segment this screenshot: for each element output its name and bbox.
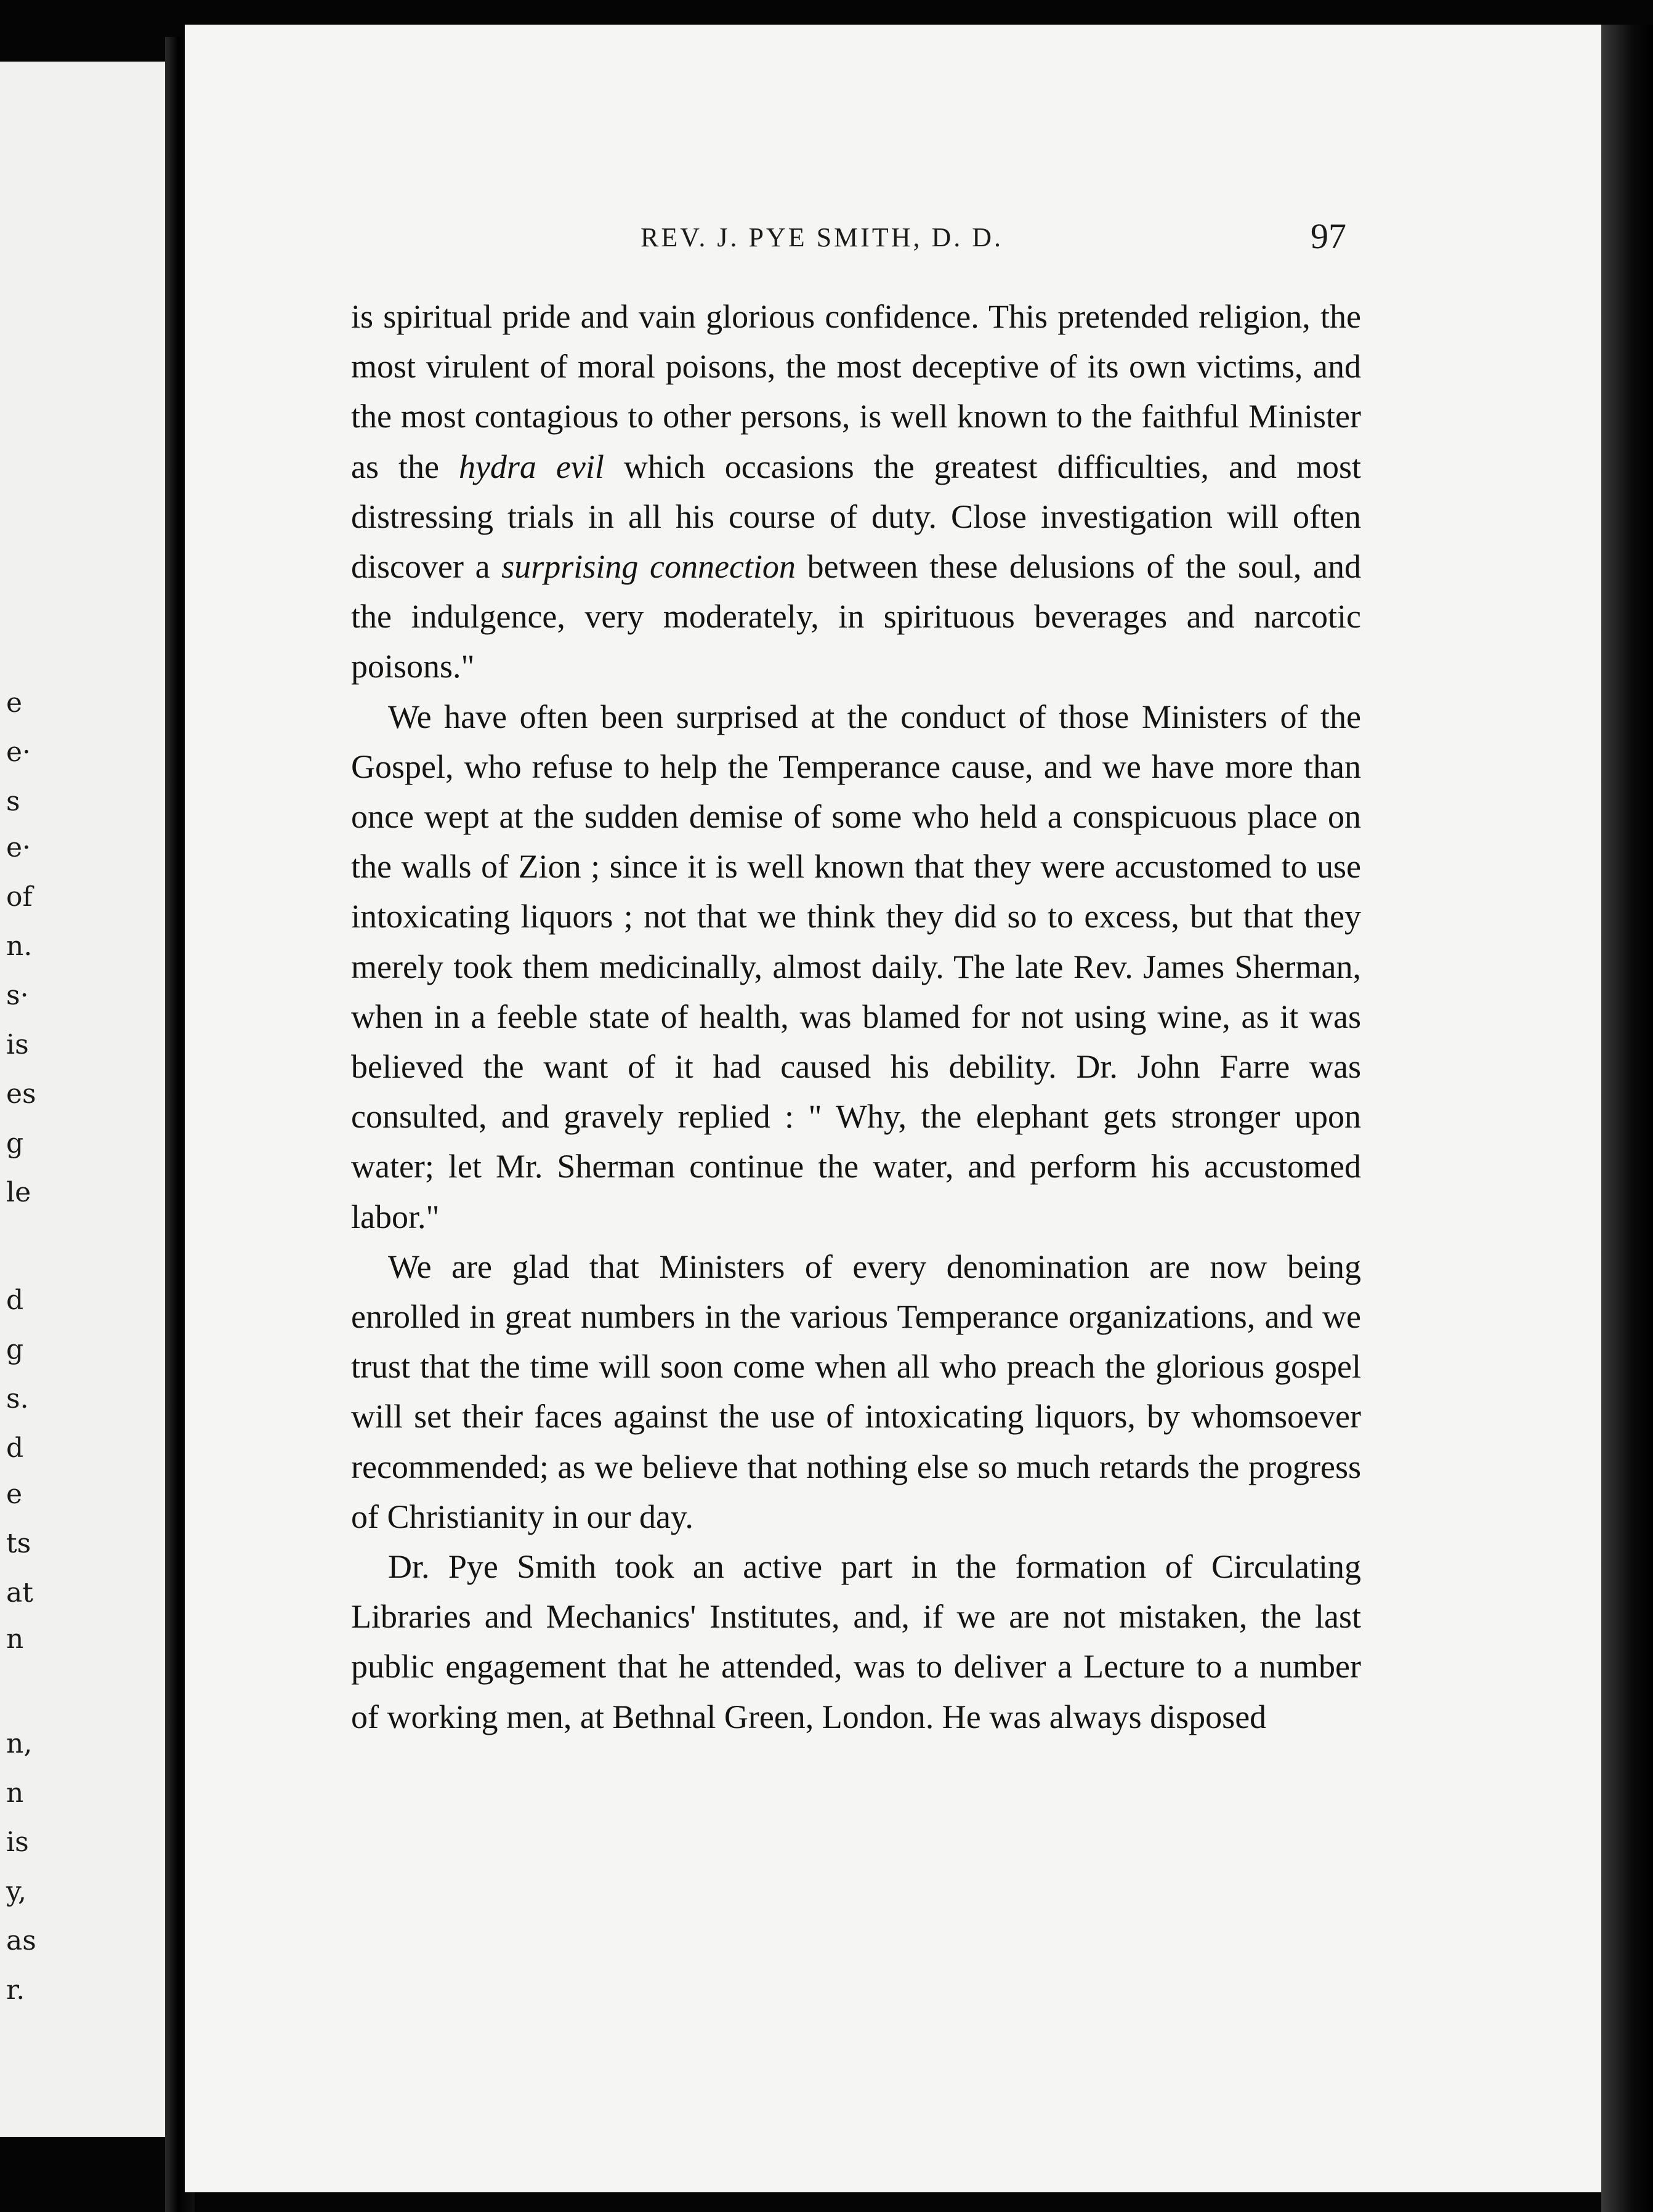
facing-page-text-fragment: as — [6, 1925, 36, 1956]
facing-page-text-fragment: is — [6, 1029, 29, 1060]
facing-page-text-fragment: e — [6, 1479, 23, 1510]
text-run: is spiritual pride and vain glorious confidence. This pretended religion, the most virulent of moral poisons, the most deceptive of its own victims, and the most contagious to other persons, is well known to the faithful Minister as the — [351, 298, 1361, 485]
facing-page-text-fragment: e — [6, 687, 23, 719]
facing-page-text-fragment: d — [6, 1432, 24, 1464]
running-header: REV. J. PYE SMITH, D. D. — [641, 222, 1004, 252]
text-run: We are glad that Ministers of every denomination are now being enrolled in great numbers in the various Temperance organizations, and we trust that the time will soon come when all who preach the glorious gospel will set their faces against the use of intoxicating liquors, by whomsoever recommended; as we believe that nothing else so much retards the progress of Christianity in our day. — [351, 1248, 1361, 1535]
facing-page-text-fragment: e· — [6, 737, 31, 768]
facing-page-text-fragment: of — [6, 881, 33, 913]
facing-page-text-fragment: is — [6, 1827, 29, 1858]
italic-phrase: hydra evil — [458, 448, 604, 485]
body-paragraph — [351, 692, 1361, 1242]
facing-page-text-fragment: s· — [6, 980, 29, 1011]
facing-page-text-fragment: n. — [6, 930, 33, 962]
facing-page-text-fragment: y, — [6, 1876, 26, 1907]
facing-page-text-fragment: n — [6, 1777, 24, 1809]
body-paragraph — [351, 292, 1361, 692]
facing-page-text-fragment: at — [6, 1577, 33, 1609]
facing-page-text-fragment: e· — [6, 832, 31, 863]
page-edge-shadow — [1601, 25, 1653, 2212]
body-paragraph — [351, 1542, 1361, 1742]
facing-page-fragment — [0, 62, 185, 2137]
facing-page-text-fragment: n, — [6, 1728, 33, 1759]
facing-page-text-fragment: es — [6, 1078, 36, 1110]
page-number: 97 — [1311, 216, 1346, 256]
facing-page-text-fragment: s. — [6, 1383, 29, 1415]
text-run: which occasions the greatest difficulties, and most distressing trials in all his course of duty. Close investigation will often discover a — [351, 448, 1361, 586]
text-run: Dr. Pye Smith took an active part in the formation of Circulating Libraries and Mechanics' Institutes, and, if we are not mistaken, the last public engagement that he attended, was to deliver a Lecture to a number of working men, at Bethnal Green, London. He was always disposed — [351, 1548, 1361, 1735]
page-body — [351, 292, 1361, 1742]
facing-page-text-fragment: ts — [6, 1528, 31, 1559]
italic-phrase: surprising connection — [501, 548, 796, 586]
text-run: We have often been surprised at the conduct of those Ministers of the Gospel, who refuse to help the Temperance cause, and we have more than once wept at the sudden demise of some who held a conspicuous place on the walls of Zion ; since it is well known that they were accustomed to use intoxicating liquors ; not that we think they did so to excess, but that they merely took them medicinally, almost daily. The late Rev. James Sherman, when in a feeble state of health, was blamed for not using wine, as it was believed the want of it had caused his debility. Dr. John Farre was consulted, and gravely replied : " Why, the elephant gets stronger upon water; let Mr. Sherman continue the water, and perform his accustomed labor." — [351, 698, 1361, 1235]
facing-page-text-fragment: s — [6, 786, 20, 817]
facing-page-text-fragment: g — [6, 1334, 24, 1365]
facing-page-text-fragment: d — [6, 1285, 24, 1316]
facing-page-text-fragment: n — [6, 1623, 24, 1655]
facing-page-text-fragment: r. — [6, 1974, 25, 2006]
facing-page-text-fragment: g — [6, 1128, 24, 1159]
facing-page-text-fragment: le — [6, 1177, 31, 1208]
body-paragraph — [351, 1242, 1361, 1542]
text-run: between these delusions of the soul, and the indulgence, very moderately, in spirituous beverages and narcotic poisons." — [351, 548, 1361, 685]
